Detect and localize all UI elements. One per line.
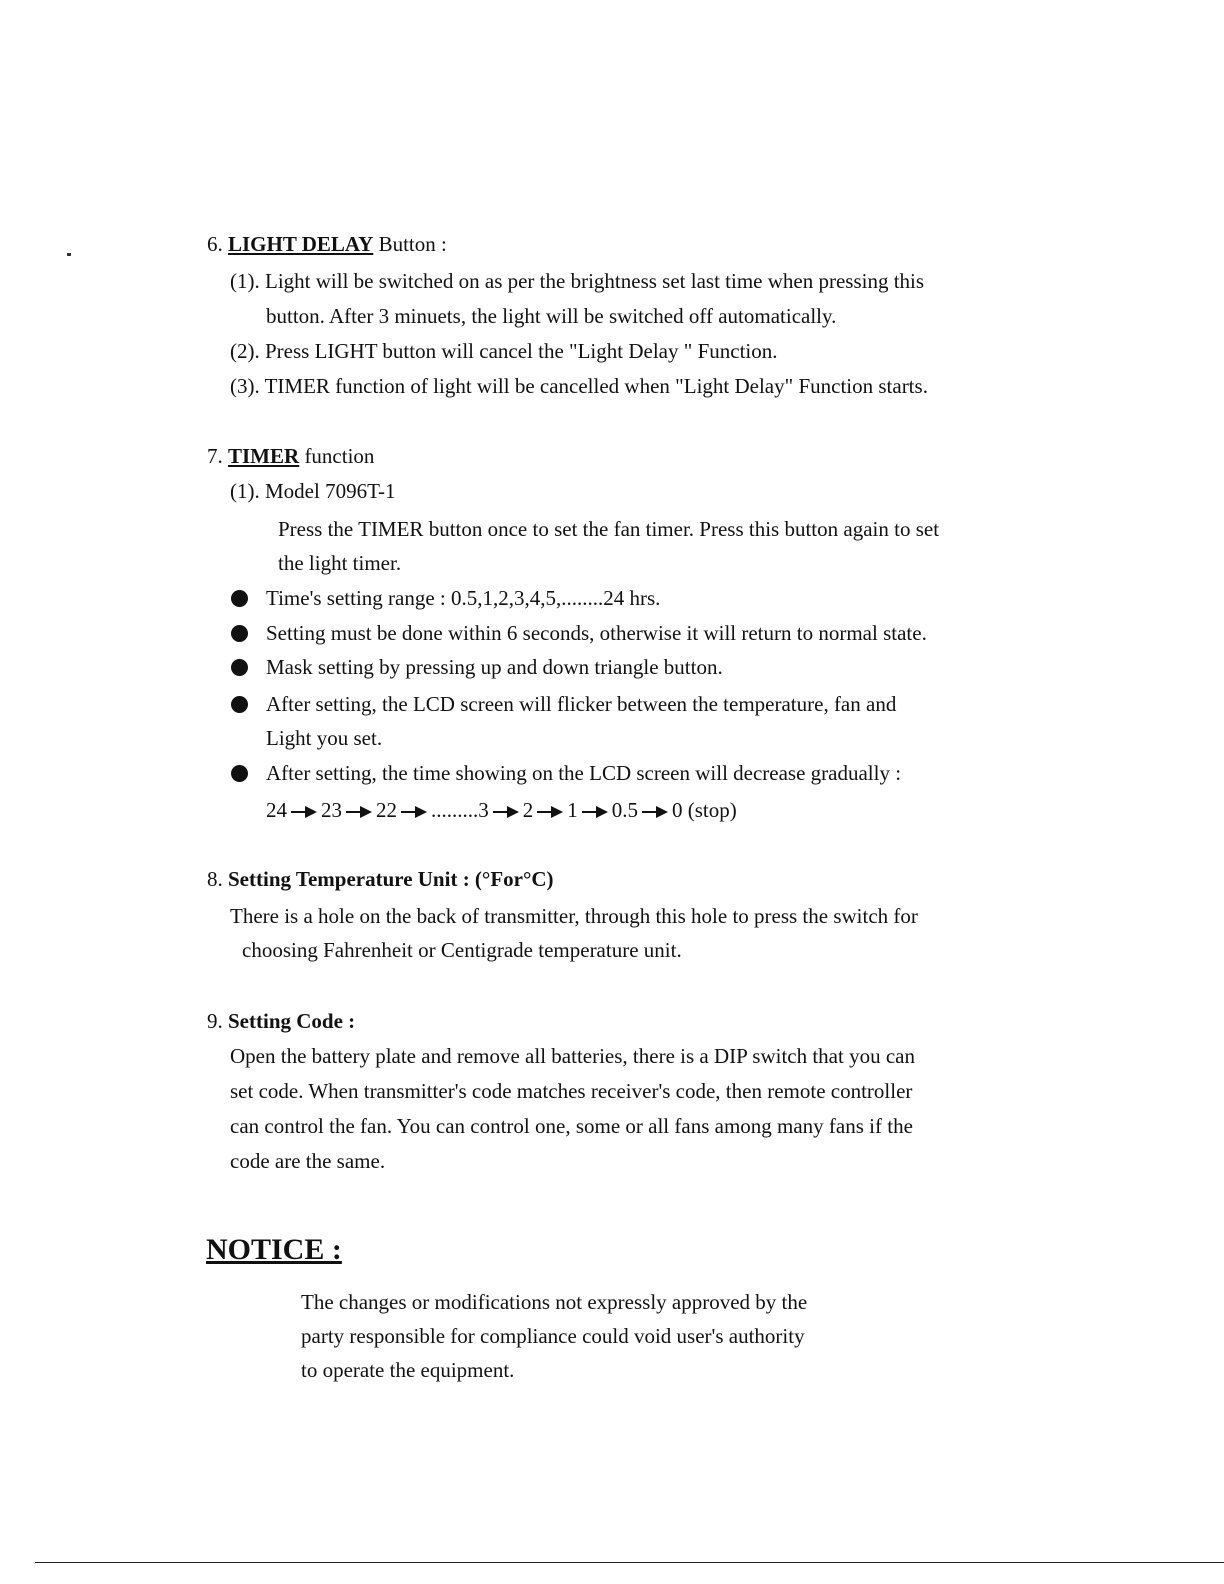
section-9-number: 9. xyxy=(207,1009,228,1033)
section-7-suffix: function xyxy=(299,444,375,468)
section-7-bullet-2: Setting must be done within 6 seconds, otherwise it will return to normal state. xyxy=(266,621,927,645)
seq-value: 0.5 xyxy=(611,798,638,822)
section-8-body-2: choosing Fahrenheit or Centigrade temperature unit. xyxy=(242,938,682,962)
section-7-bullet-4: After setting, the LCD screen will flicker between the temperature, fan and xyxy=(266,692,897,716)
section-6-item-2: (2). Press LIGHT button will cancel the "Light Delay " Function. xyxy=(230,339,778,363)
section-7-title: TIMER xyxy=(228,444,300,468)
section-9-body-1: Open the battery plate and remove all batteries, there is a DIP switch that you can xyxy=(230,1044,915,1068)
section-6-heading xyxy=(207,231,447,257)
section-9-body-3: can control the fan. You can control one, some or all fans among many fans if the xyxy=(230,1114,913,1138)
scan-mark xyxy=(67,253,71,256)
section-9-heading xyxy=(207,1008,355,1034)
bullet-dot xyxy=(231,590,248,607)
section-8-number: 8. xyxy=(207,867,228,891)
section-9-body-4: code are the same. xyxy=(230,1149,386,1173)
notice-body-2: party responsible for compliance could void user's authority xyxy=(301,1324,805,1348)
seq-value: 23 xyxy=(321,798,342,822)
section-8-title: Setting Temperature Unit : (°For°C) xyxy=(228,867,554,891)
section-6-item-1: (1). Light will be switched on as per the brightness set last time when pressing this xyxy=(230,269,925,293)
section-6-item-3: (3). TIMER function of light will be cancelled when "Light Delay" Function starts. xyxy=(230,374,928,398)
section-8-body-1: There is a hole on the back of transmitter, through this hole to press the switch for xyxy=(230,904,918,928)
section-6-number: 6. xyxy=(207,232,228,256)
section-7-bullet-3: Mask setting by pressing up and down triangle button. xyxy=(266,655,723,679)
arrow-right-icon xyxy=(537,806,563,818)
arrow-right-icon xyxy=(346,806,372,818)
notice-title: NOTICE : xyxy=(206,1233,342,1266)
section-7-bullet-4-cont: Light you set. xyxy=(266,726,383,750)
section-7-heading xyxy=(207,443,374,469)
bullet-dot xyxy=(231,696,248,713)
section-7-desc-2: the light timer. xyxy=(278,551,402,575)
section-8-heading xyxy=(207,866,554,892)
seq-value: 0 (stop) xyxy=(672,798,737,822)
countdown-sequence xyxy=(266,797,737,823)
notice-body-3: to operate the equipment. xyxy=(301,1358,515,1382)
seq-value: 1 xyxy=(567,798,578,822)
seq-value: 22 xyxy=(376,798,397,822)
seq-value: .........3 xyxy=(431,798,489,822)
section-7-model: (1). Model 7096T-1 xyxy=(230,479,396,503)
arrow-right-icon xyxy=(493,806,519,818)
section-7-bullet-1: Time's setting range : 0.5,1,2,3,4,5,........24 hrs. xyxy=(266,586,661,610)
arrow-right-icon xyxy=(582,806,608,818)
seq-value: 24 xyxy=(266,798,287,822)
notice-body-1: The changes or modifications not expressly approved by the xyxy=(301,1290,808,1314)
section-6-item-1-cont: button. After 3 minuets, the light will be switched off automatically. xyxy=(266,304,837,328)
arrow-right-icon xyxy=(291,806,317,818)
arrow-right-icon xyxy=(642,806,668,818)
section-6-suffix: Button : xyxy=(373,232,447,256)
section-9-body-2: set code. When transmitter's code matches receiver's code, then remote controller xyxy=(230,1079,913,1103)
bottom-rule xyxy=(35,1562,1224,1563)
bullet-dot xyxy=(231,625,248,642)
arrow-right-icon xyxy=(401,806,427,818)
section-7-desc-1: Press the TIMER button once to set the fan timer. Press this button again to set xyxy=(278,517,940,541)
seq-value: 2 xyxy=(522,798,534,822)
bullet-dot xyxy=(231,765,248,782)
section-7-bullet-5: After setting, the time showing on the LCD screen will decrease gradually : xyxy=(266,761,902,785)
section-6-title: LIGHT DELAY xyxy=(228,232,374,256)
bullet-dot xyxy=(231,659,248,676)
section-9-title: Setting Code : xyxy=(228,1009,356,1033)
section-7-number: 7. xyxy=(207,444,228,468)
